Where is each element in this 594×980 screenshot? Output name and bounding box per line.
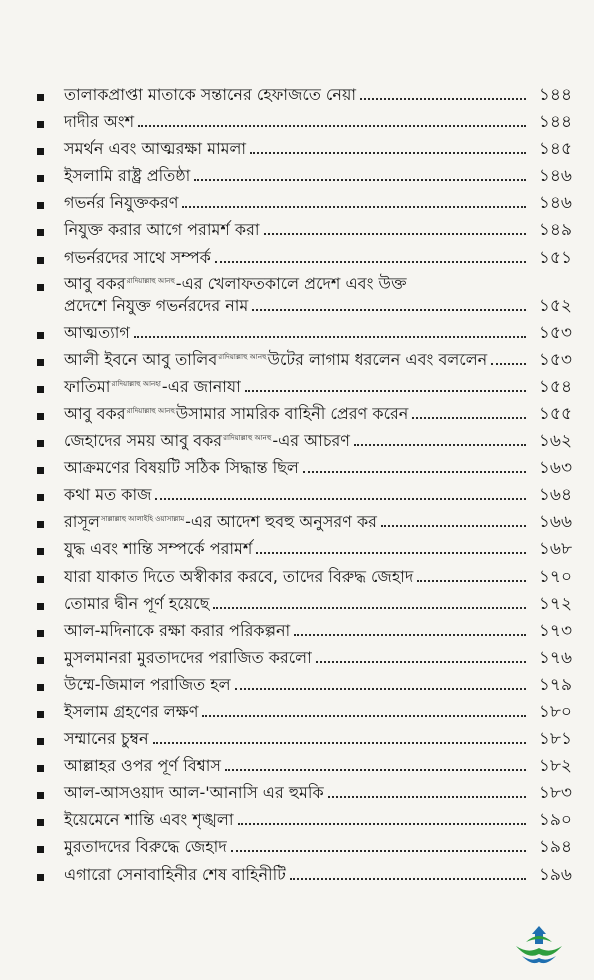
toc-title-part: তোমার দ্বীন পূর্ণ হয়েছে bbox=[64, 593, 210, 613]
toc-entry-title bbox=[64, 377, 241, 397]
dot-leader bbox=[264, 233, 526, 235]
toc-title-part: ইয়েমেনে শান্তি এবং শৃঙ্খলা bbox=[64, 810, 234, 830]
dot-leader bbox=[182, 206, 526, 208]
toc-title-part: মুরতাদদের বিরুদ্ধে জেহাদ bbox=[64, 837, 227, 857]
dot-leader bbox=[316, 661, 526, 663]
dot-leader bbox=[245, 390, 526, 392]
bullet-icon bbox=[37, 874, 44, 881]
toc-entry-line bbox=[64, 323, 532, 343]
honorific-glyph: সাল্লাল্লাহু আলাইহি ওয়াসাল্লাম bbox=[100, 515, 185, 524]
table-of-contents bbox=[0, 82, 594, 889]
bullet-icon bbox=[37, 467, 44, 474]
toc-entry bbox=[0, 564, 594, 591]
bullet-icon bbox=[37, 630, 44, 637]
dot-leader bbox=[134, 336, 526, 338]
toc-entry-title bbox=[64, 139, 246, 159]
toc-entry-title bbox=[64, 485, 151, 505]
toc-title-part: গভর্নরদের সাথে সম্পর্ক bbox=[64, 247, 211, 267]
toc-entry-line bbox=[64, 756, 532, 776]
toc-entry bbox=[0, 401, 594, 428]
toc-entry-title bbox=[64, 621, 290, 641]
honorific-glyph: রাদিয়াল্লাহু আনহু bbox=[218, 352, 267, 361]
toc-entry-title bbox=[64, 193, 178, 213]
dot-leader bbox=[417, 580, 526, 582]
bullet-icon bbox=[37, 148, 44, 155]
toc-entry bbox=[0, 862, 594, 889]
page-number: ১৯৪ bbox=[538, 837, 572, 858]
toc-entry bbox=[0, 726, 594, 753]
toc-entry-line bbox=[64, 621, 532, 641]
page-number: ১৪৪ bbox=[538, 112, 572, 133]
toc-entry-line bbox=[64, 458, 532, 478]
toc-entry-line bbox=[64, 729, 532, 749]
dot-leader bbox=[138, 125, 526, 127]
toc-entry-line bbox=[64, 783, 532, 803]
toc-title-part: ইসলাম গ্রহণের লক্ষণ bbox=[64, 701, 199, 721]
toc-entry bbox=[0, 347, 594, 374]
page-number: ১৮১ bbox=[538, 729, 572, 750]
toc-entry-line bbox=[64, 112, 532, 132]
toc-title-part: উটের লাগাম ধরলেন এবং বললেন bbox=[267, 349, 488, 369]
toc-title-part: -এর আচরণ bbox=[272, 431, 350, 451]
toc-entry bbox=[0, 536, 594, 563]
toc-title-part: জেহাদের সময় আবু বকর bbox=[64, 431, 223, 451]
toc-entry-title bbox=[64, 166, 190, 186]
toc-entry bbox=[0, 834, 594, 861]
toc-entry-line bbox=[64, 648, 532, 668]
page-number: ১৬২ bbox=[538, 431, 572, 452]
page-number: ১৮২ bbox=[538, 756, 572, 777]
toc-entry-title bbox=[64, 594, 209, 614]
toc-entry bbox=[0, 190, 594, 217]
toc-entry bbox=[0, 374, 594, 401]
bullet-icon bbox=[37, 332, 44, 339]
dot-leader bbox=[202, 715, 526, 717]
toc-entry-line bbox=[64, 220, 532, 240]
toc-entry-title bbox=[64, 567, 413, 587]
bullet-icon bbox=[37, 257, 44, 264]
toc-entry-title bbox=[64, 404, 408, 424]
page-number: ১৯০ bbox=[538, 810, 572, 831]
page-number: ১৫২ bbox=[538, 295, 572, 316]
toc-entry-title bbox=[64, 512, 377, 532]
dot-leader bbox=[250, 152, 526, 154]
publisher-logo bbox=[512, 920, 566, 968]
toc-title-part: রাসূল bbox=[64, 512, 100, 532]
toc-title-part: এগারো সেনাবাহিনীর শেষ বাহিনীটি bbox=[64, 864, 286, 884]
toc-title-part: উম্মে-জিমাল পরাজিত হল bbox=[64, 674, 231, 694]
page-number: ১৪৪ bbox=[538, 85, 572, 105]
toc-entry-line bbox=[64, 377, 532, 397]
toc-title-part: গভর্নর নিযুক্তকরণ bbox=[64, 193, 179, 213]
page-number: ১৬৮ bbox=[538, 539, 572, 560]
dot-leader bbox=[256, 552, 526, 554]
page-number: ১৬৪ bbox=[538, 485, 572, 506]
toc-entry-title bbox=[64, 539, 252, 559]
bullet-icon bbox=[37, 792, 44, 799]
toc-entry bbox=[0, 482, 594, 509]
toc-title-part: নিযুক্ত করার আগে পরামর্শ করা bbox=[64, 220, 260, 240]
toc-entry bbox=[0, 245, 594, 272]
toc-entry-line bbox=[64, 810, 532, 830]
dot-leader bbox=[412, 417, 526, 419]
toc-entry bbox=[0, 753, 594, 780]
toc-entry bbox=[0, 780, 594, 807]
toc-title-part: সমর্থন এবং আত্মরক্ষা মামলা bbox=[64, 139, 247, 159]
toc-title-part: ফাতিমা bbox=[64, 376, 111, 396]
page-number: ১৫৩ bbox=[538, 322, 572, 343]
toc-entry-title bbox=[64, 248, 211, 268]
bullet-icon bbox=[37, 521, 44, 528]
toc-title-part: আলী ইবনে আবু তালিব bbox=[64, 349, 218, 369]
toc-title-part: ইসলামি রাষ্ট্র প্রতিষ্ঠা bbox=[64, 166, 191, 186]
toc-entry bbox=[0, 109, 594, 136]
toc-title-part: যুদ্ধ এবং শান্তি সম্পর্কে পরামর্শ bbox=[64, 539, 253, 559]
toc-entry bbox=[0, 217, 594, 244]
toc-title-part: আল-মদিনাকে রক্ষা করার পরিকল্পনা bbox=[64, 620, 291, 640]
page-number: ১৬৩ bbox=[538, 458, 572, 479]
toc-entry-line bbox=[64, 594, 532, 614]
toc-title-part: সম্মানের চুম্বন bbox=[64, 729, 149, 749]
toc-entry-line bbox=[64, 296, 532, 316]
toc-entry-title bbox=[64, 296, 248, 316]
bullet-icon bbox=[37, 440, 44, 447]
bullet-icon bbox=[37, 175, 44, 182]
page-number: ১৭৩ bbox=[538, 620, 572, 641]
page-number: ১৫১ bbox=[538, 247, 572, 268]
page-number: ১৫৪ bbox=[538, 376, 572, 397]
bullet-icon bbox=[37, 413, 44, 420]
dot-leader bbox=[354, 444, 526, 446]
toc-entry-line bbox=[64, 139, 532, 159]
toc-entry-title bbox=[64, 865, 286, 885]
toc-entry bbox=[0, 82, 594, 109]
toc-entry-line bbox=[64, 166, 532, 186]
toc-title-part: আক্রমণের বিষয়টি সঠিক সিদ্ধান্ত ছিল bbox=[64, 458, 299, 478]
page-number: ১৪৫ bbox=[538, 139, 572, 160]
bullet-icon bbox=[37, 711, 44, 718]
toc-entry-title bbox=[64, 702, 198, 722]
toc-entry-line bbox=[64, 350, 532, 370]
dot-leader bbox=[225, 769, 526, 771]
page-number: ১৯৬ bbox=[538, 864, 572, 885]
toc-entry-line bbox=[64, 675, 532, 695]
bullet-icon bbox=[37, 94, 44, 101]
toc-title-part: আবু বকর bbox=[64, 273, 126, 293]
toc-title-part: আল-আসওয়াদ আল-'আনাসি এর হুমকি bbox=[64, 783, 324, 803]
toc-title-part: -এর আদেশ হুবহু অনুসরণ কর bbox=[185, 512, 377, 532]
bullet-icon bbox=[37, 284, 44, 291]
bullet-icon bbox=[37, 229, 44, 236]
dot-leader bbox=[153, 742, 526, 744]
toc-entry-title bbox=[64, 458, 299, 478]
toc-entry-title bbox=[64, 648, 312, 668]
toc-title-part: আবু বকর bbox=[64, 403, 126, 423]
bullet-icon bbox=[37, 738, 44, 745]
dot-leader bbox=[213, 607, 526, 609]
toc-entry-title bbox=[64, 323, 130, 343]
page-number: ১৮০ bbox=[538, 701, 572, 722]
dot-leader bbox=[360, 98, 526, 100]
toc-title-part: প্রদেশে নিযুক্ত গভর্নরদের নাম bbox=[64, 295, 249, 315]
toc-title-part: -এর জানাযা bbox=[161, 376, 241, 396]
toc-entry-title bbox=[64, 112, 134, 132]
toc-title-part: আত্মত্যাগ bbox=[64, 322, 130, 342]
toc-entry bbox=[0, 509, 594, 536]
toc-entry bbox=[0, 591, 594, 618]
honorific-glyph: রাদিয়াল্লাহু আনহা bbox=[111, 379, 161, 388]
toc-entry-line bbox=[64, 248, 532, 268]
toc-entry-line bbox=[64, 702, 532, 722]
page-number: ১৪৬ bbox=[538, 166, 572, 187]
page-number: ১৪৯ bbox=[538, 220, 572, 241]
bullet-icon bbox=[37, 386, 44, 393]
toc-entry-title bbox=[64, 756, 221, 776]
honorific-glyph: রাদিয়াল্লাহু আনহু bbox=[126, 406, 175, 415]
toc-entry bbox=[0, 807, 594, 834]
toc-title-part: যারা যাকাত দিতে অস্বীকার করবে, তাদের বিরুদ্ধ জেহাদ bbox=[64, 566, 414, 586]
page-number: ১৭৬ bbox=[538, 647, 572, 668]
toc-title-part: উসামার সামরিক বাহিনী প্রেরণ করেন bbox=[175, 403, 409, 423]
toc-entry bbox=[0, 320, 594, 347]
toc-title-part: -এর খেলাফতকালে প্রদেশ এবং উক্ত bbox=[175, 273, 407, 293]
toc-title-part: আল্লাহর ওপর পূর্ণ বিশ্বাস bbox=[64, 756, 221, 776]
toc-entry bbox=[0, 455, 594, 482]
bullet-icon bbox=[37, 819, 44, 826]
dot-leader bbox=[294, 634, 526, 636]
toc-title-part: তালাকপ্রাপ্তা মাতাকে সন্তানের হেফাজতে নেয়া bbox=[64, 85, 357, 104]
bullet-icon bbox=[37, 548, 44, 555]
toc-entry-line bbox=[64, 865, 532, 885]
bullet-icon bbox=[37, 684, 44, 691]
toc-entry-title-line1 bbox=[64, 274, 532, 294]
toc-entry-title bbox=[64, 220, 260, 240]
dot-leader bbox=[328, 796, 526, 798]
dot-leader bbox=[252, 309, 526, 311]
toc-entry bbox=[0, 428, 594, 455]
toc-entry bbox=[0, 272, 594, 320]
toc-entry-title bbox=[64, 675, 231, 695]
bullet-icon bbox=[37, 121, 44, 128]
page-number: ১৭০ bbox=[538, 566, 572, 587]
honorific-glyph: রাদিয়াল্লাহু আনহু bbox=[126, 276, 175, 285]
toc-entry-line bbox=[64, 85, 532, 105]
toc-entry-line bbox=[64, 193, 532, 213]
dot-leader bbox=[231, 850, 526, 852]
toc-entry bbox=[0, 136, 594, 163]
page-number: ১৭২ bbox=[538, 593, 572, 614]
page-number: ১৭৯ bbox=[538, 674, 572, 695]
toc-title-part: কথা মত কাজ bbox=[64, 485, 152, 505]
page-number: ১৫৫ bbox=[538, 403, 572, 424]
dot-leader bbox=[194, 179, 526, 181]
bullet-icon bbox=[37, 846, 44, 853]
toc-entry-line bbox=[64, 512, 532, 532]
toc-entry bbox=[0, 618, 594, 645]
toc-entry-line bbox=[64, 431, 532, 451]
dot-leader bbox=[491, 363, 526, 365]
dot-leader bbox=[290, 878, 526, 880]
toc-entry-title bbox=[64, 837, 227, 857]
dot-leader bbox=[381, 525, 526, 527]
dot-leader bbox=[155, 498, 526, 500]
toc-entry-line bbox=[64, 404, 532, 424]
toc-entry bbox=[0, 163, 594, 190]
bullet-icon bbox=[37, 494, 44, 501]
toc-entry bbox=[0, 645, 594, 672]
toc-entry-title bbox=[64, 783, 324, 803]
toc-entry-title bbox=[64, 729, 149, 749]
dot-leader bbox=[235, 688, 526, 690]
bullet-icon bbox=[37, 657, 44, 664]
honorific-glyph: রাদিয়াল্লাহু আনহু bbox=[223, 434, 272, 443]
page-number: ১৫৩ bbox=[538, 349, 572, 370]
toc-entry-title bbox=[64, 810, 234, 830]
toc-title-part: দাদীর অংশ bbox=[64, 112, 135, 132]
toc-entry-title bbox=[64, 431, 350, 451]
page-number: ১৮৩ bbox=[538, 783, 572, 804]
toc-entry-line bbox=[64, 539, 532, 559]
bullet-icon bbox=[37, 202, 44, 209]
dot-leader bbox=[303, 471, 526, 473]
toc-entry-title bbox=[64, 350, 487, 370]
toc-title-part: মুসলমানরা মুরতাদদের পরাজিত করলো bbox=[64, 647, 312, 667]
toc-entry-line bbox=[64, 837, 532, 857]
bullet-icon bbox=[37, 603, 44, 610]
toc-entry-line bbox=[64, 567, 532, 587]
bullet-icon bbox=[37, 576, 44, 583]
toc-entry-line bbox=[64, 485, 532, 505]
page-number: ১৬৬ bbox=[538, 512, 572, 533]
bullet-icon bbox=[37, 359, 44, 366]
dot-leader bbox=[238, 823, 527, 825]
toc-entry-title bbox=[64, 85, 356, 105]
toc-entry bbox=[0, 699, 594, 726]
toc-entry bbox=[0, 672, 594, 699]
dot-leader bbox=[215, 261, 526, 263]
bullet-icon bbox=[37, 765, 44, 772]
page-number: ১৪৬ bbox=[538, 193, 572, 214]
